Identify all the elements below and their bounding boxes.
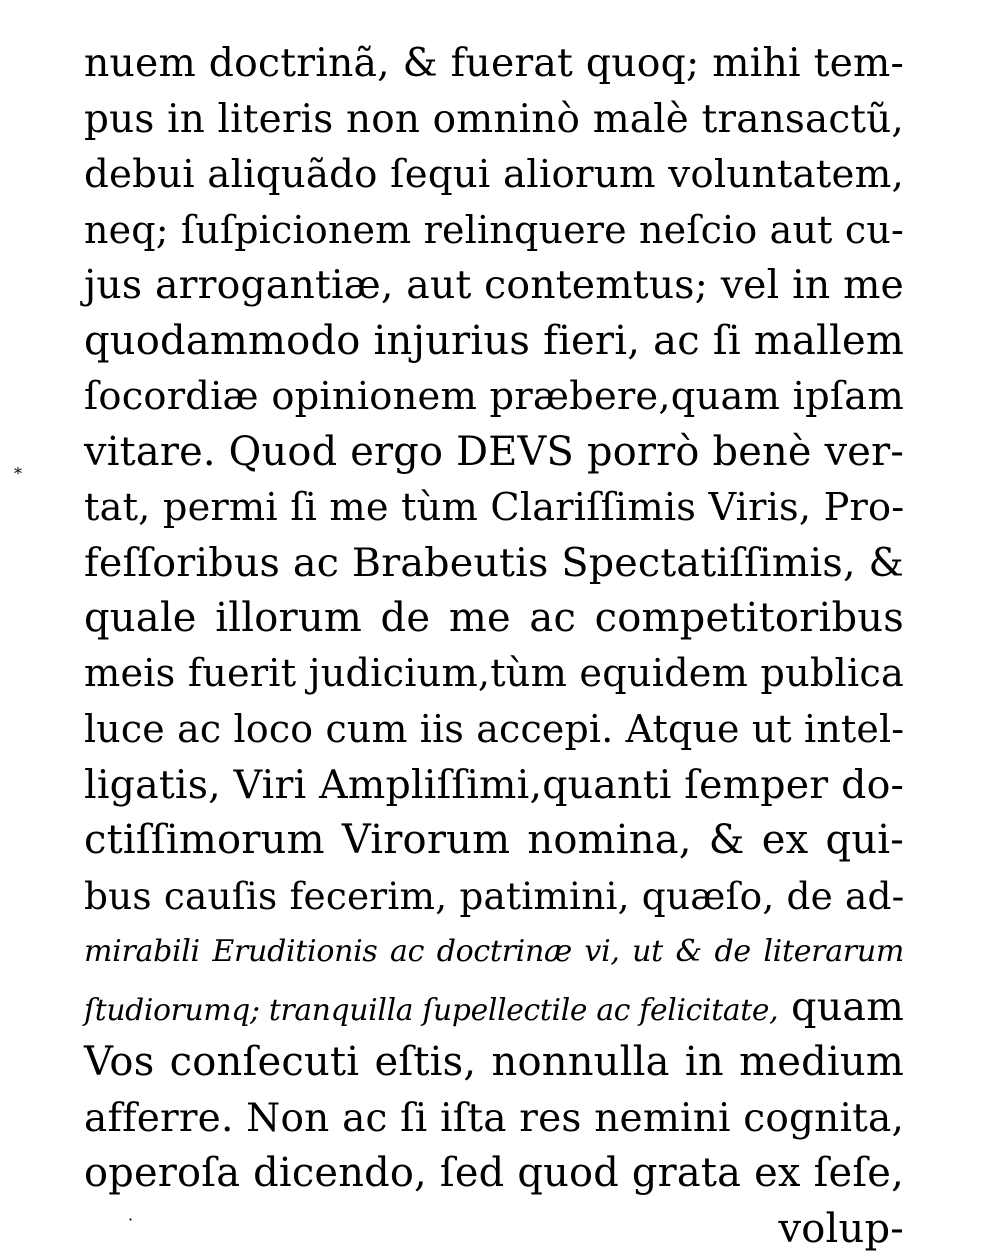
text-line-3: debui aliquãdo ſequi aliorum voluntatem, (84, 152, 905, 197)
text-line-6: quodammodo injurius fieri, ac ſi mallem (84, 317, 904, 364)
text-line-4: neq; ſuſpicionem relinquere neſcio aut cu- (84, 207, 904, 252)
text-line-8: vitare. Quod ergo DEVS porrò benè ver- (84, 428, 904, 475)
stray-mark-left-margin: * (14, 464, 22, 483)
text-line-12: meis fuerit judicium,tùm equidem publica (84, 651, 904, 696)
text-line-18-mixed (84, 980, 904, 1036)
text-line-19: Vos conſecuti eſtis, nonnulla in medium (84, 1039, 904, 1085)
text-line-18-italic-part: ſtudiorumq; tranquilla ſupellectile ac felicitate, (84, 992, 779, 1028)
text-line-20: afferre. Non ac ſi iſta res nemini cognita, (84, 1095, 905, 1141)
text-line-16: bus cauſis fecerim, patimini, quæſo, de ad- (84, 873, 905, 918)
text-line-5: jus arrogantiæ, aut contemtus; vel in me (84, 263, 905, 308)
text-line-2: pus in literis non omninò malè transactũ, (84, 96, 904, 142)
catchword: volup- (778, 1205, 904, 1252)
text-line-17-italic: mirabili Eruditionis ac doctrinæ vi, ut & de literarum (84, 934, 904, 969)
text-line-7: ſocordiæ opinionem præbere,quam ipſam (84, 374, 904, 419)
text-line-9: tat, permi ſi me tùm Clariſſimis Viris, Pro- (84, 485, 905, 530)
text-line-14: ligatis, Viri Ampliſſimi,quanti ſemper do- (84, 761, 905, 808)
stray-mark-bottom: · (128, 1210, 134, 1229)
text-line-11: quale illorum de me ac competitoribus (84, 595, 904, 641)
text-line-1: nuem doctrinã, & fuerat quoq; mihi tem- (84, 41, 904, 86)
text-line-18-roman-part: quam (791, 983, 905, 1030)
text-line-15: ctiſſimorum Virorum nomina, & ex qui- (84, 817, 904, 863)
page-text-block (84, 36, 904, 1257)
text-line-13: luce ac loco cum iis accepi. Atque ut intel- (84, 707, 905, 751)
text-line-21: operoſa dicendo, ſed quod grata ex ſeſe, (84, 1150, 904, 1196)
text-line-10: feſſoribus ac Brabeutis Spectatiſſimis, & (84, 539, 904, 586)
